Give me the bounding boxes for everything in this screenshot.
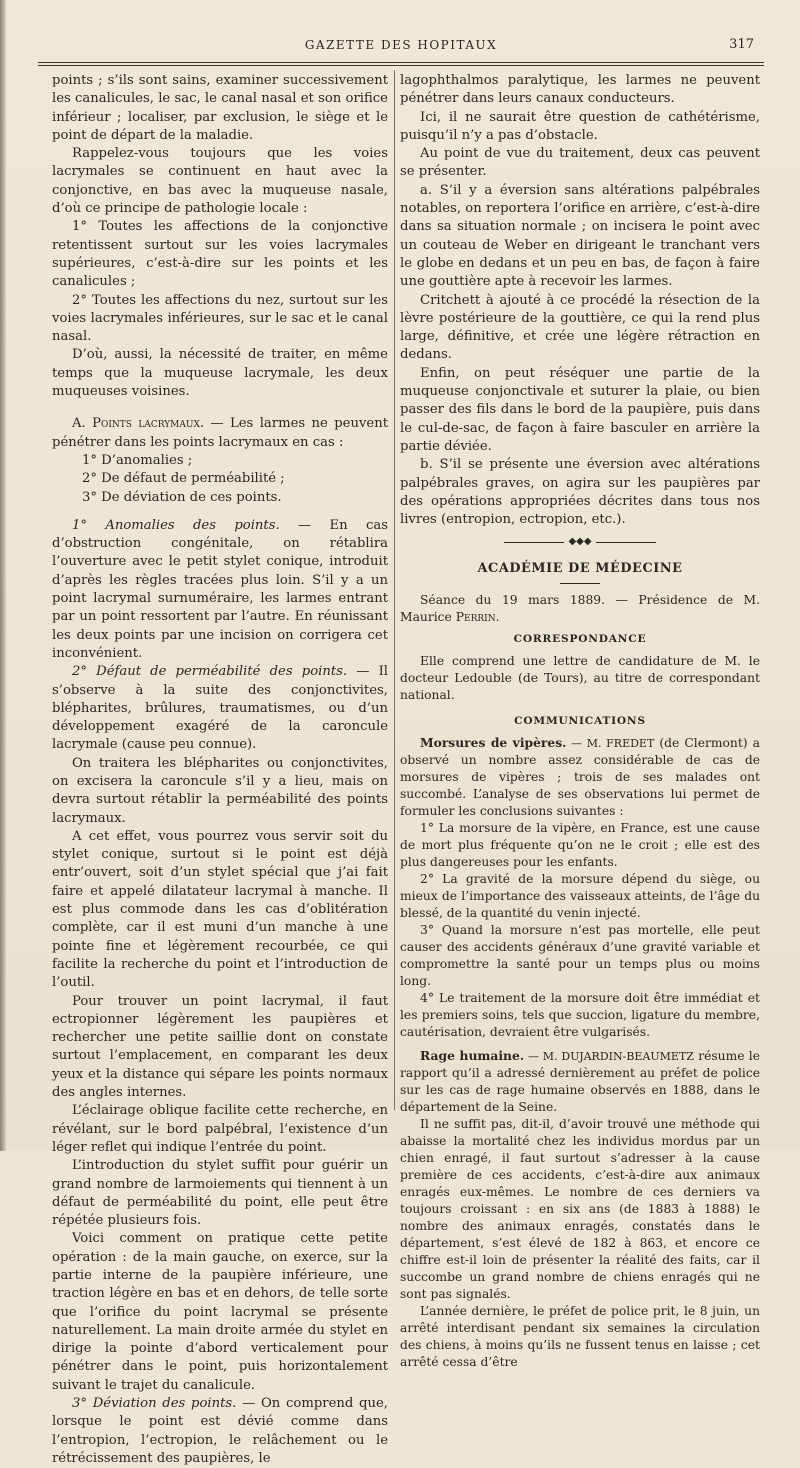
paragraph-lead: 3° Déviation des points. <box>72 1396 237 1412</box>
header-rule-bottom <box>38 65 764 66</box>
page-number: 317 <box>729 37 754 52</box>
paragraph-text: L’introduction du stylet suffit pour guérir un grand nombre de larmoiements qui tiennent à un défaut de perméabilité du point, elle peut être répétée plusieurs fois. <box>52 1158 388 1229</box>
paragraph <box>52 218 388 291</box>
section-intro: — Les larmes ne peuvent pénétrer dans les points lacrymaux en cas : <box>52 416 388 450</box>
paragraph-text: — Il s’observe à la suite des conjonctivites, blépharites, brûlures, traumatismes, ou d’un développement exagéré de la caroncule lacrymale (cause peu connue). <box>52 664 389 753</box>
paragraph <box>52 1395 388 1468</box>
right-column-body <box>400 72 760 529</box>
paragraph <box>52 1157 388 1230</box>
paragraph-text: a. S’il y a éversion sans altérations palpébrales notables, on reportera l’orifice en arrière, c’est-à-dire dans sa situation normale ; on incisera le point avec un couteau de Weber en dirigeant le tranchant vers le globe en dedans et un peu en bas, de façon à faire une gouttière apte à recevoir les larmes. <box>400 182 760 290</box>
left-column-intro <box>52 72 388 401</box>
paragraph-text: Voici comment on pratique cette petite opération : de la main gauche, on exerce, sur la partie interne de la paupière inférieure, une traction légère en bas et en dehors, de telle sorte que l’orifice du point lacrymal se présente naturellement. La main droite armée du stylet en dirige la pointe d’abord verticalement pour pénétrer dans le point, puis horizontalement suivant le trajet du canalicule. <box>52 1231 388 1393</box>
rage-body <box>400 1116 760 1371</box>
vipere-paragraph <box>400 734 760 820</box>
vipere-title: Morsures de vipères. <box>420 734 567 750</box>
paragraph <box>52 663 388 754</box>
president-name: Perrin. <box>455 610 500 625</box>
paragraph <box>52 1230 388 1395</box>
paragraph-text: L’éclairage oblique facilite cette recherche, en révélant, sur le bord palpébral, l’existence d’un léger reflet qui indique l’entrée du point. <box>52 1103 388 1155</box>
seance-text: Séance du 19 mars 1889. — Présidence de M. Maurice <box>400 593 760 625</box>
paragraph-text: — En cas d’obstruction congénitale, on rétablira l’ouverture avec le petit stylet conique, introduit d’après les règles tracées plus loin. S’il y a un point lacrymal surnuméraire, les larmes entrant par un point ressortent par l’autre. En réunissant les deux points par une incision on corrigera cet inconvénient. <box>52 517 388 661</box>
vipere-author: — M. FREDET <box>566 736 655 750</box>
communications-heading: COMMUNICATIONS <box>514 714 646 727</box>
points-lacrymaux-heading <box>52 415 388 452</box>
section-letter: A. <box>72 416 86 432</box>
binding-edge <box>0 0 6 1151</box>
paragraph-text: Pour trouver un point lacrymal, il faut ectropionner légèrement les paupières et rechercher une petite saillie dont on constate surtout l’emplacement, en comparant les deux yeux et la distance qui sépare les points normaux des angles internes. <box>52 993 388 1101</box>
paragraph <box>400 72 760 109</box>
section-title: Points lacrymaux. <box>92 416 205 432</box>
correspondance-heading: CORRESPONDANCE <box>513 633 647 646</box>
paragraph <box>400 109 760 146</box>
paragraph-text: lagophthalmos paralytique, les larmes ne peuvent pénétrer dans leurs canaux conducteurs. <box>400 73 760 107</box>
paragraph-lead: 2° Défaut de perméabilité des points. <box>72 664 348 680</box>
conclusion-item: 1° La morsure de la vipère, en France, est une cause de mort plus fréquente qu’on ne le croit ; elle est des plus dangereuses pour les enfants. <box>400 820 760 869</box>
paragraph-text: Ici, il ne saurait être question de cathétérisme, puisqu’il n’y a pas d’obstacle. <box>400 109 760 143</box>
paragraph-text: On traitera les blépharites ou conjonctivites, on excisera la caroncule s’il y a lieu, mais on devra surtout rétablir la perméabilité des points lacrymaux. <box>52 755 388 826</box>
journal-title: GAZETTE DES HOPITAUX <box>304 38 498 52</box>
rage-title: Rage humaine. <box>420 1047 525 1063</box>
paragraph-text: b. S’il se présente une éversion avec altérations palpébrales graves, on agira sur les paupières par des opérations appropriées décrites dans tous nos livres (entropion, ectropion, etc.). <box>400 457 760 528</box>
section-ornament: ◆◆◆ <box>400 537 760 548</box>
points-list <box>52 452 388 507</box>
paragraph-text: Rappelez-vous toujours que les voies lacrymales se continuent en haut avec la conjonctive, en bas avec la muqueuse nasale, d’où ce principe de pathologie locale : <box>52 146 388 217</box>
header-rule-top <box>38 62 764 63</box>
left-column-body <box>52 517 388 1468</box>
right-column <box>400 72 760 1371</box>
paragraph-text: Au point de vue du traitement, deux cas peuvent se présenter. <box>400 146 760 180</box>
running-header <box>40 36 762 58</box>
paragraph-lead: 1° Anomalies des points. <box>72 517 280 533</box>
paragraph <box>400 456 760 529</box>
paragraph-text: Enfin, on peut réséquer une partie de la muqueuse conjonctivale et suturer la plaie, ou bien passer des fils dans le bord de la paupière, puis dans le cul-de-sac, de façon à faire basculer en arrière la partie déviée. <box>400 365 760 454</box>
paragraph <box>52 993 388 1103</box>
paragraph-text: 2° Toutes les affections du nez, surtout sur les voies lacrymales inférieures, sur le sac et le canal nasal. <box>52 292 388 345</box>
points-list-item: 3° De déviation de ces points. <box>82 489 282 505</box>
seance-line <box>400 592 760 626</box>
paragraph <box>400 365 760 456</box>
paragraph <box>52 1102 388 1157</box>
paragraph <box>52 828 388 993</box>
vipere-text: (de Clermont) a observé un nombre assez considérable de cas de morsures de vipères ; trois de ses malades ont succombé. L’analyse de ses observations lui permet de formuler les conclusions suivantes : <box>400 735 760 818</box>
column-divider <box>394 70 395 1110</box>
paragraph-text: Critchett à ajouté à ce procédé la résection de la lèvre postérieure de la gouttière, ce qui la rend plus large, définitive, et crée une légère rétraction en dedans. <box>400 292 760 363</box>
paragraph <box>400 182 760 292</box>
paragraph <box>52 517 388 663</box>
paragraph <box>52 346 388 401</box>
academie-title: ACADÉMIE DE MÉDECINE <box>477 560 683 576</box>
left-column <box>52 72 388 1468</box>
paragraph-text: points ; s’ils sont sains, examiner successivement les canalicules, le sac, le canal nasal et son orifice inférieur ; localiser, par exclusion, le siège et le point de départ de la maladie. <box>52 73 388 143</box>
paragraph <box>52 72 388 145</box>
paragraph <box>400 292 760 365</box>
rage-author: — M. DUJARDIN-BEAUMETZ <box>524 1049 694 1063</box>
paragraph-text: 1° Toutes les affections de la conjonctive retentissent surtout sur les voies lacrymales supérieures, c’est-à-dire sur les points et les canalicules ; <box>52 219 388 290</box>
rage-paragraph-text: Il ne suffit pas, dit-il, d’avoir trouvé une méthode qui abaisse la mortalité chez les individus mordus par un chien enragé, il faut surtout s’adresser à la cause première de ces accidents, c’est-à-dire aux animaux enragés eux-mêmes. Le nombre de ces derniers va toujours croissant : en six ans (de 1883 à 1888) le nombre des animaux enragés, constatés dans le département, s’est élevé de 182 à 863, et encore ce chiffre est-il loin de présenter la réalité des faits, car il succombe un grand nombre de chiens enragés qui ne sont pas signalés. <box>400 1116 760 1301</box>
paragraph-text: A cet effet, vous pourrez vous servir soit du stylet conique, surtout si le point est déjà entr’ouvert, soit d’un stylet spécial que j’ai fait faire et appelé dilatateur lacrymal à manche. Il est plus commode dans les cas d’oblitération complète, car il est muni d’un manche à une pointe fine et légèrement recourbée, ce qui facilite la recherche du point et l’introduction de l’outil. <box>52 828 388 991</box>
paragraph <box>400 145 760 182</box>
rage-paragraph <box>400 1047 760 1116</box>
correspondance-text: Elle comprend une lettre de candidature de M. le docteur Ledouble (de Tours), au titre de correspondant national. <box>400 653 760 702</box>
paragraph-text: D’où, aussi, la nécessité de traiter, en même temps que la muqueuse lacrymale, les deux muqueuses voisines. <box>52 347 388 400</box>
paragraph <box>52 755 388 828</box>
conclusion-item: 4° Le traitement de la morsure doit être immédiat et les premiers soins, tels que succion, ligature du membre, cautérisation, devraient être vulgarisés. <box>400 990 760 1039</box>
points-list-item: 2° De défaut de perméabilité ; <box>82 471 285 487</box>
paragraph <box>52 292 388 347</box>
rage-paragraph-text: L’année dernière, le préfet de police prit, le 8 juin, un arrêté interdisant pendant six semaines la circulation des chiens, à moins qu’ils ne fussent tenus en laisse ; cet arrêté cessa d’être <box>400 1303 760 1369</box>
rage-text: résume le rapport qu’il a adressé dernièrement au préfet de police sur les cas de rage humaine observés en 1888, dans le département de la Seine. <box>400 1048 761 1114</box>
paragraph <box>52 145 388 218</box>
points-list-item: 1° D’anomalies ; <box>82 452 193 468</box>
academie-rule <box>560 583 600 584</box>
conclusion-item: 2° La gravité de la morsure dépend du siège, ou mieux de l’importance des vaisseaux atteints, de l’âge du blessé, de la quantité du venin injecté. <box>400 871 760 920</box>
conclusion-item: 3° Quand la morsure n’est pas mortelle, elle peut causer des accidents généraux d’une gravité variable et compromettre la santé pour un temps plus ou moins long. <box>400 922 760 988</box>
vipere-conclusions <box>400 820 760 1041</box>
paragraph-text: — On comprend que, lorsque le point est dévié comme dans l’entropion, l’ectropion, le relâchement ou le rétrécissement des paupières, le <box>52 1396 388 1466</box>
